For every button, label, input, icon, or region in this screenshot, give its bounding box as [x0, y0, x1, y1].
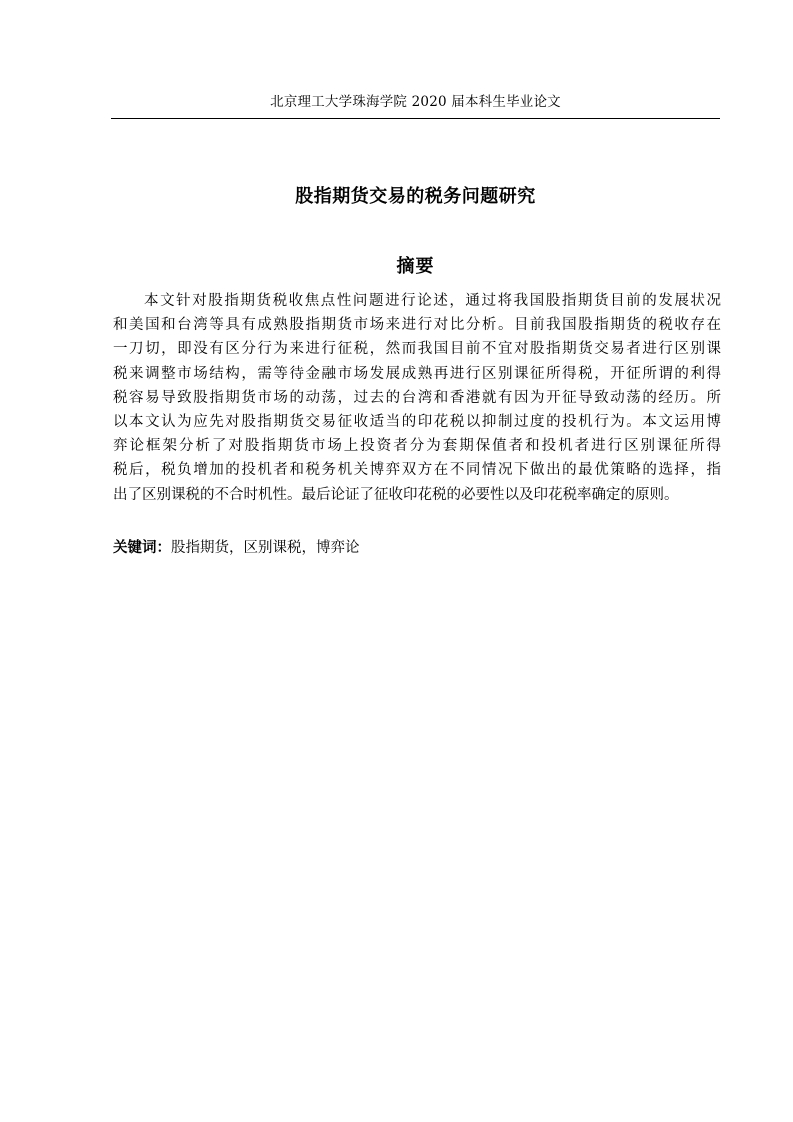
abstract-heading: 摘要: [396, 256, 435, 277]
abstract-line: 出了区别课税的不合时机性。最后论证了征收印花税的必要性以及印花税率确定的原则。: [113, 486, 679, 503]
keywords-value: 股指期货，区别课税，博弈论: [171, 540, 360, 556]
abstract-line: 税后，税负增加的投机者和税务机关博弈双方在不同情况下做出的最优策略的选择，指: [113, 462, 721, 479]
keywords: [113, 536, 721, 560]
paper-title: 股指期货交易的税务问题研究: [295, 186, 536, 207]
abstract-line: 本文针对股指期货税收焦点性问题进行论述，通过将我国股指期货目前的发展状况: [144, 293, 721, 309]
abstract-line: 税容易导致股指期货市场的动荡，过去的台湾和香港就有因为开征导致动荡的经历。所: [113, 389, 721, 406]
keywords-label: 关键词：: [113, 540, 171, 556]
abstract-line: 和美国和台湾等具有成熟股指期货市场来进行对比分析。目前我国股指期货的税收存在: [113, 317, 721, 334]
running-header: 北京理工大学珠海学院 2020 届本科生毕业论文: [270, 94, 561, 110]
abstract-line: 一刀切，即没有区分行为来进行征税，然而我国目前不宜对股指期货交易者进行区别课: [113, 341, 721, 358]
header-rule: [111, 118, 720, 119]
abstract-line: 以本文认为应先对股指期货交易征收适当的印花税以抑制过度的投机行为。本文运用博: [113, 413, 721, 430]
abstract-body: [113, 289, 721, 507]
abstract-line: 税来调整市场结构，需等待金融市场发展成熟再进行区别课征所得税，开征所谓的利得: [113, 365, 721, 382]
abstract-line: 弈论框架分析了对股指期货市场上投资者分为套期保值者和投机者进行区别课征所得: [113, 438, 721, 455]
